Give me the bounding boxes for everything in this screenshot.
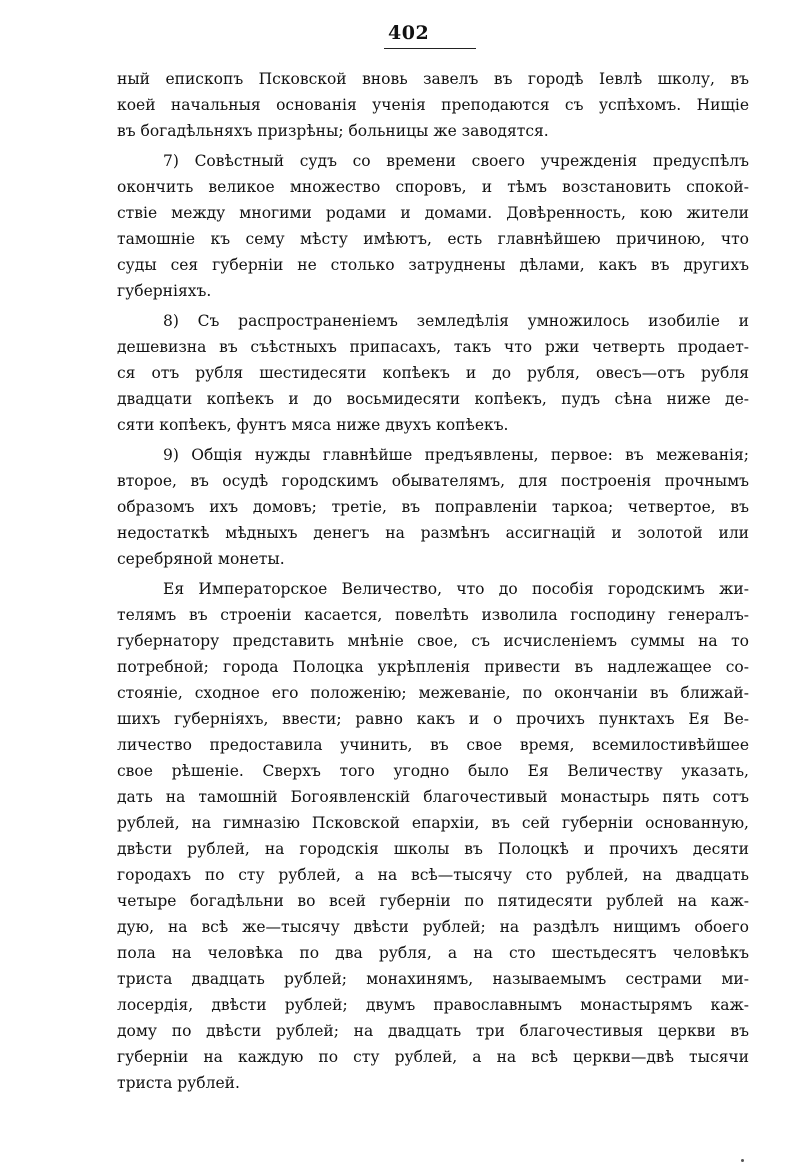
text-line: триста двадцать рублей; монахинямъ, называемымъ сестрами ми- — [117, 970, 749, 988]
text-line: пола на человѣка по два рубля, а на сто шестьдесятъ человѣкъ — [117, 944, 749, 962]
text-line: стояніе, сходное его положенію; межеваніе, по окончаніи въ ближай- — [117, 684, 749, 702]
text-line: четыре богадѣльни во всей губерніи по пятидесяти рублей на каж- — [117, 892, 749, 910]
body-text — [117, 66, 749, 1096]
text-line: потребной; города Полоцка укрѣпленія привести въ надлежащее со- — [117, 658, 749, 676]
text-line: городахъ по сту рублей, а на всѣ—тысячу сто рублей, на двадцать — [117, 866, 749, 884]
paragraph-1 — [117, 66, 749, 144]
text-line: губернатору представить мнѣніе свое, съ исчисленіемъ суммы на то — [117, 632, 749, 650]
text-line: дому по двѣсти рублей; на двадцать три благочестивыя церкви въ — [117, 1022, 749, 1040]
scan-speck — [741, 1159, 744, 1162]
text-line: тамошніе къ сему мѣсту имѣютъ, есть главнѣйшею причиною, что — [117, 230, 749, 248]
text-line: Ея Императорское Величество, что до пособія городскимъ жи- — [163, 580, 749, 598]
text-line: дешевизна въ съѣстныхъ припасахъ, такъ что ржи четверть продает- — [117, 338, 749, 356]
page-number: 402 — [388, 22, 430, 44]
text-line: губерніи на каждую по сту рублей, а на всѣ церкви—двѣ тысячи — [117, 1048, 749, 1066]
paragraph-4 — [117, 442, 749, 572]
text-line: 7) Совѣстный судъ со времени своего учрежденія предуспѣлъ — [163, 152, 749, 170]
text-line: двѣсти рублей, на городскія школы въ Полоцкѣ и прочихъ десяти — [117, 840, 749, 858]
header-rule — [384, 48, 476, 49]
text-line: въ богадѣльняхъ призрѣны; больницы же заводятся. — [117, 122, 549, 140]
text-line: телямъ въ строеніи касается, повелѣть изволила господину генералъ- — [117, 606, 749, 624]
text-line: сяти копѣекъ, фунтъ мяса ниже двухъ копѣекъ. — [117, 416, 509, 434]
text-line: триста рублей. — [117, 1074, 240, 1092]
text-line: ся отъ рубля шестидесяти копѣекъ и до рубля, овесъ—отъ рубля — [117, 364, 749, 382]
text-line: ствіе между многими родами и домами. Довѣренность, кою жители — [117, 204, 749, 222]
text-line: коей начальныя основанія ученія преподаются съ успѣхомъ. Нищіе — [117, 96, 749, 114]
text-line: 8) Съ распространеніемъ земледѣлія умножилось изобиліе и — [163, 312, 749, 330]
text-line: губерніяхъ. — [117, 282, 212, 300]
text-line: ный епископъ Псковской вновь завелъ въ городѣ Іевлѣ школу, въ — [117, 70, 749, 88]
text-line: лосердія, двѣсти рублей; двумъ православнымъ монастырямъ каж- — [117, 996, 749, 1014]
text-line: рублей, на гимназію Псковской епархіи, въ сей губерніи основанную, — [117, 814, 749, 832]
text-line: дать на тамошній Богоявленскій благочестивый монастырь пять сотъ — [117, 788, 749, 806]
text-line: 9) Общія нужды главнѣйше предъявлены, первое: въ межеванія; — [163, 446, 749, 464]
page-header — [0, 18, 792, 58]
text-line: суды сея губерніи не столько затруднены дѣлами, какъ въ другихъ — [117, 256, 749, 274]
text-line: двадцати копѣекъ и до восьмидесяти копѣекъ, пудъ сѣна ниже де- — [117, 390, 749, 408]
text-line: дую, на всѣ же—тысячу двѣсти рублей; на раздѣлъ нищимъ обоего — [117, 918, 749, 936]
text-line: образомъ ихъ домовъ; третіе, въ поправленіи таркоа; четвертое, въ — [117, 498, 749, 516]
text-line: окончить великое множество споровъ, и тѣмъ возстановить спокой- — [117, 178, 749, 196]
paragraph-5 — [117, 576, 749, 1096]
text-line: второе, въ осудѣ городскимъ обывателямъ, для построенія прочнымъ — [117, 472, 749, 490]
text-line: личество предоставила учинить, въ свое время, всемилостивѣйшее — [117, 736, 749, 754]
text-line: шихъ губерніяхъ, ввести; равно какъ и о прочихъ пунктахъ Ея Ве- — [117, 710, 749, 728]
text-line: недостаткѣ мѣдныхъ денегъ на размѣнъ ассигнацій и золотой или — [117, 524, 749, 542]
paragraph-3 — [117, 308, 749, 438]
paragraph-2 — [117, 148, 749, 304]
text-line: серебряной монеты. — [117, 550, 285, 568]
text-line: свое рѣшеніе. Сверхъ того угодно было Ея Величеству указать, — [117, 762, 749, 780]
